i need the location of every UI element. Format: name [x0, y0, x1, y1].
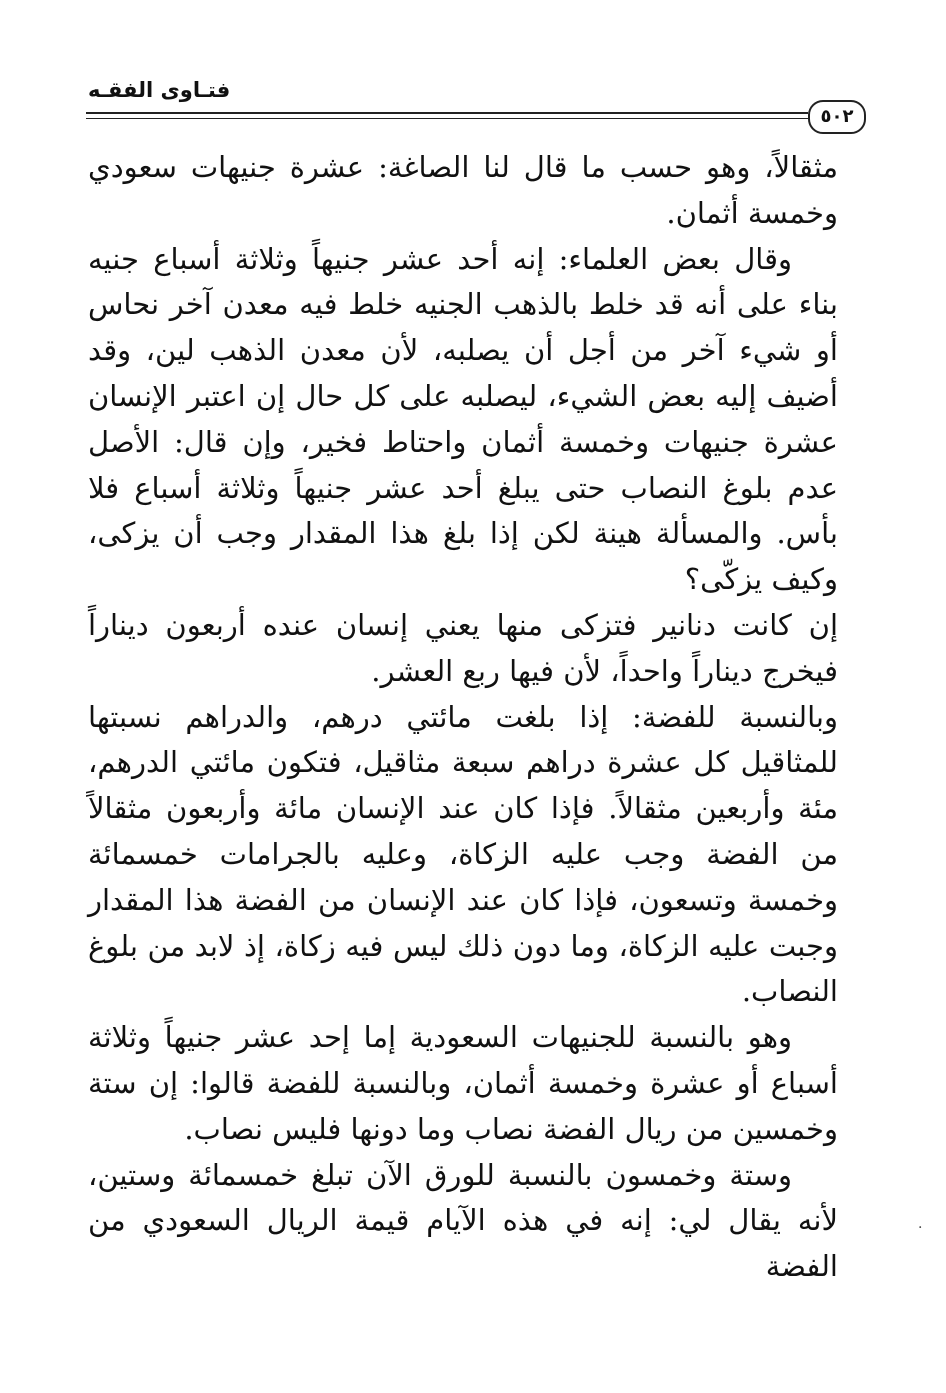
header-rule	[86, 112, 808, 114]
running-header-title: فتـاوى الفقـه	[88, 78, 231, 102]
margin-mark: ·	[918, 1220, 923, 1236]
paragraph-5: وهو بالنسبة للجنيهات السعودية إما إحد عشر جنيهاً وثلاثة أسباع أو عشرة وخمسة أثمان، وبالنسبة للفضة قالوا: إن ستة وخمسين من ريال الفضة نصاب وما دونها فليس نصاب.	[88, 1020, 838, 1146]
page-number-badge: ٥٠٢	[808, 100, 866, 134]
paragraph-1: مثقالاً، وهو حسب ما قال لنا الصاغة: عشرة جنيهات سعودي وخمسة أثمان.	[88, 150, 838, 230]
paragraph-6: وستة وخمسون بالنسبة للورق الآن تبلغ خمسمائة وستين، لأنه يقال لي: إنه في هذه الآيام قيمة الريال السعودي من الفضة	[88, 1157, 838, 1284]
paragraph-4: وبالنسبة للفضة: إذا بلغت مائتي درهم، والدراهم نسبتها للمثاقيل كل عشرة دراهم سبعة مثاقيل، فتكون مائتي الدرهم، مئة وأربعين مثقالاً. فإذا كان عند الإنسان مائة وأربعون مثقالاً من الفضة وجب عليه الزكاة، وعليه بالجرامات خمسمائة وخمسة وتسعون، فإذا كان عند الإنسان من الفضة هذا المقدار وجبت عليه الزكاة، وما دون ذلك ليس فيه زكاة، إذ لابد من بلوغ النصاب.	[88, 699, 838, 1009]
page-body-text	[88, 145, 838, 1290]
header-rule-thin	[86, 118, 808, 119]
paragraph-3: إن كانت دنانير فتزكى منها يعني إنسان عنده أربعون ديناراً فيخرج ديناراً واحداً، لأن فيها ربع العشر.	[88, 607, 838, 688]
paragraph-2: وقال بعض العلماء: إنه أحد عشر جنيهاً وثلاثة أسباع جنيه بناء على أنه قد خلط بالذهب الجنيه خلط فيه معدن آخر نحاس أو شيء آخر من أجل أن يصلبه، لأن معدن الذهب لين، وقد أضيف إليه بعض الشيء، ليصلبه على كل حال إن اعتبر الإنسان عشرة جنيهات وخمسة أثمان واحتاط فخير، وإن قال: الأصل عدم بلوغ النصاب حتى يبلغ أحد عشر جنيهاً وثلاثة أسباع فلا بأس. والمسألة هينة لكن إذا بلغ هذا المقدار وجب أن يزكى، وكيف يزكّى؟	[88, 241, 838, 597]
